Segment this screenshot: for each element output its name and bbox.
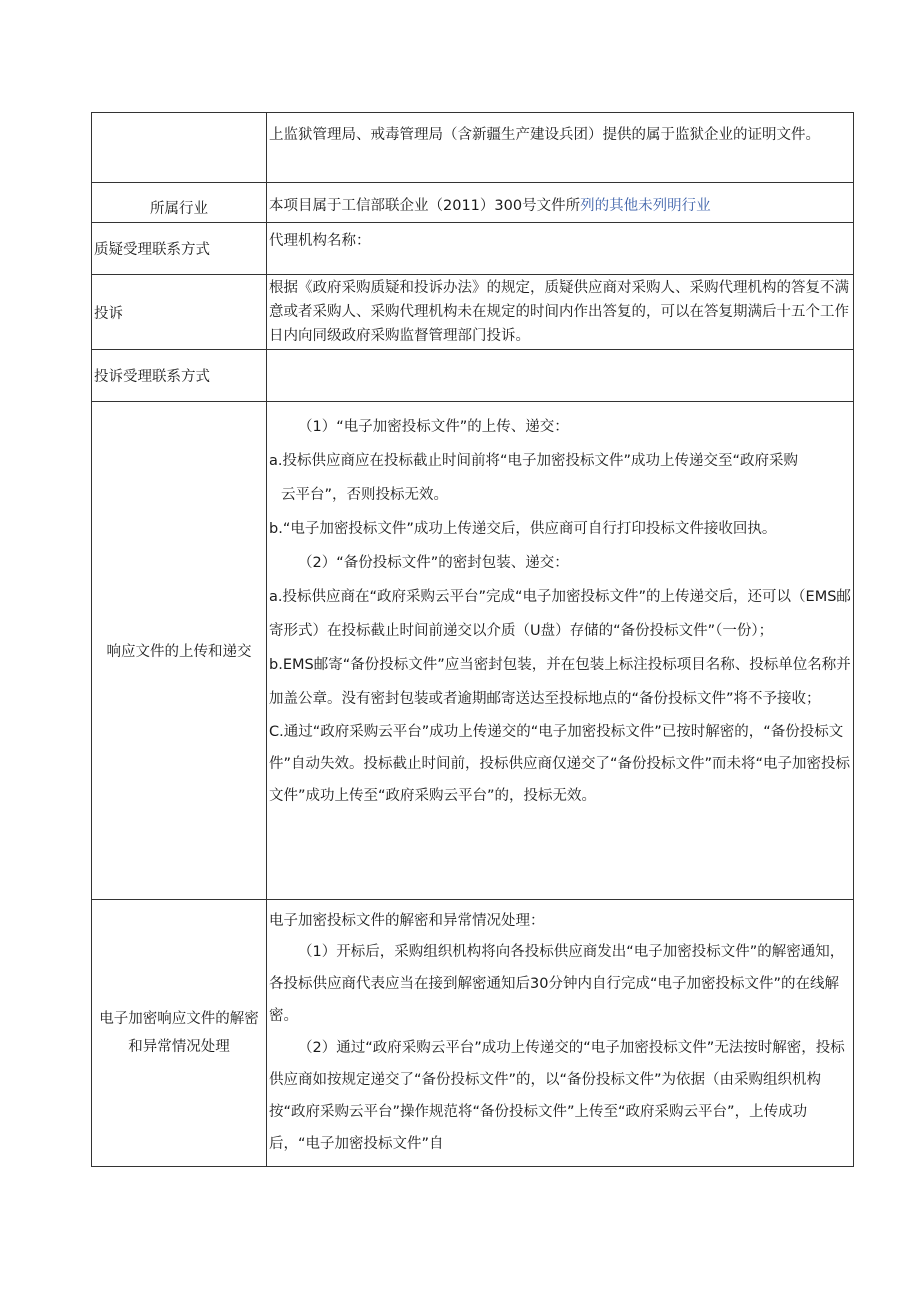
industry-text: 本项目属于工信部联企业（2011）300号文件所	[269, 198, 581, 214]
row-query-contact	[92, 223, 854, 275]
upload-p8: C.通过“政府采购云平台”成功上传递交的“电子加密投标文件”已按时解密的，“备份投标文件”自动失效。投标截止时间前，投标供应商仅递交了“备份投标文件”而未将“电子加密投标文件”成功上传至“政府采购云平台”的，投标无效。	[269, 724, 851, 804]
upload-p4: b.“电子加密投标文件”成功上传递交后，供应商可自行打印投标文件接收回执。	[269, 521, 777, 537]
row-complaint	[92, 275, 854, 350]
upload-p1: （1）“电子加密投标文件”的上传、递交：	[298, 419, 569, 435]
upload-p7: b.EMS邮寄“备份投标文件”应当密封包装，并在包装上标注投标项目名称、投标单位名称并加盖公章。没有密封包装或者逾期邮寄送达至投标地点的“备份投标文件”将不予接收；	[269, 657, 851, 707]
upload-p2: a.投标供应商应在投标截止时间前将“电子加密投标文件”成功上传递交至“政府采购	[269, 453, 799, 469]
upload-p3: 云平台”，否则投标无效。	[281, 487, 449, 503]
info-table	[91, 112, 854, 1167]
row-prison	[92, 113, 854, 183]
complaint-text: 根据《政府采购质疑和投诉办法》的规定，质疑供应商对采购人、采购代理机构的答复不满意或者采购人、采购代理机构未在规定的时间内作出答复的，可以在答复期满后十五个工作日内向同级政府采购监督管理部门投诉。	[269, 280, 849, 344]
upload-content	[267, 402, 854, 900]
row-decrypt	[92, 900, 854, 1167]
decrypt-label-line1: 电子加密响应文件的解密	[99, 1011, 259, 1027]
query-contact-content	[267, 223, 854, 275]
complaint-label: 投诉	[92, 275, 267, 350]
industry-label: 所属行业	[92, 183, 267, 223]
row-complaint-contact	[92, 350, 854, 402]
decrypt-p1: 电子加密投标文件的解密和异常情况处理：	[269, 913, 545, 929]
row-industry	[92, 183, 854, 223]
decrypt-content	[267, 900, 854, 1167]
complaint-contact-content	[267, 350, 854, 402]
industry-text-highlight: 列的其他未列明行业	[580, 198, 711, 214]
upload-label: 响应文件的上传和递交	[92, 402, 267, 900]
prison-text: 上监狱管理局、戒毒管理局（含新疆生产建设兵团）提供的属于监狱企业的证明文件。	[269, 127, 820, 143]
decrypt-label-line2: 和异常情况处理	[128, 1039, 230, 1055]
query-contact-label: 质疑受理联系方式	[92, 223, 267, 275]
decrypt-p3: （2）通过“政府采购云平台”成功上传递交的“电子加密投标文件”无法按时解密，投标供应商如按规定递交了“备份投标文件”的，以“备份投标文件”为依据（由采购组织机构按“政府采购云平台”操作规范将“备份投标文件”上传至“政府采购云平台”，上传成功后，“电子加密投标文件”自	[269, 1040, 845, 1152]
decrypt-label	[92, 900, 267, 1167]
row-prison-content	[267, 113, 854, 183]
complaint-content	[267, 275, 854, 350]
query-contact-text: 代理机构名称：	[269, 233, 371, 249]
upload-p5: （2）“备份投标文件”的密封包装、递交：	[298, 555, 569, 571]
decrypt-p2: （1）开标后，采购组织机构将向各投标供应商发出“电子加密投标文件”的解密通知，各投标供应商代表应当在接到解密通知后30分钟内自行完成“电子加密投标文件”的在线解密。	[269, 944, 845, 1024]
industry-content	[267, 183, 854, 223]
row-prison-label	[92, 113, 267, 183]
upload-p6: a.投标供应商在“政府采购云平台”完成“电子加密投标文件”的上传递交后，还可以（EMS邮寄形式）在投标截止时间前递交以介质（U盘）存储的“备份投标文件”（一份）；	[269, 589, 851, 639]
complaint-contact-label: 投诉受理联系方式	[92, 350, 267, 402]
row-upload	[92, 402, 854, 900]
